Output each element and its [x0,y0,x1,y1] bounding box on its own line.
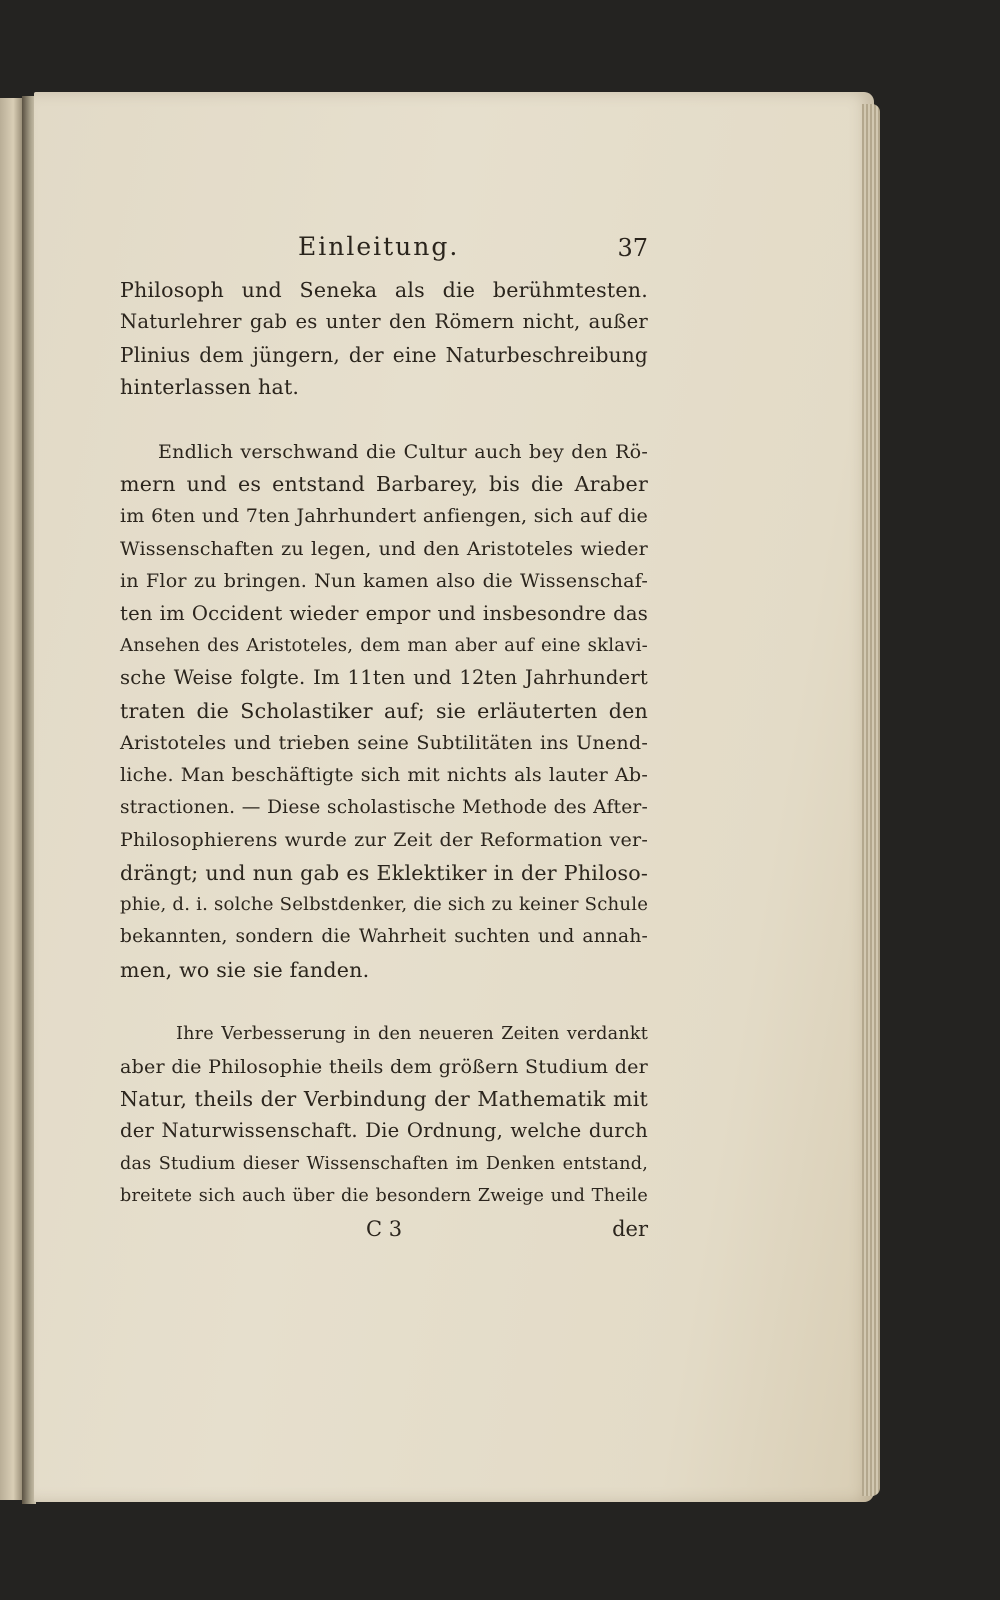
page-text [120,232,648,1251]
text-line: Naturlehrer gab es unter den Römern nicht, außer [120,310,648,334]
paragraph-gap [120,404,648,436]
text-line: drängt; und nun gab es Eklektiker in der Philoso- [120,860,648,885]
catchword: der [612,1216,648,1241]
text-line: Ansehen des Aristoteles, dem man aber auf eine sklavi- [120,634,648,656]
text-line: hinterlassen hat. [120,375,300,400]
text-line: Aristoteles und trieben seine Subtilitäten ins Unend- [120,731,648,755]
text-line: traten die Scholastiker auf; sie erläuterten den [120,698,648,723]
page-number: 37 [617,234,648,262]
text-line: stractionen. — Diese scholastische Methode des After- [120,796,648,818]
text-line: Endlich verschwand die Cultur auch bey den Rö- [158,439,648,463]
text-line: in Flor zu bringen. Nun kamen also die Wissenschaf- [120,569,648,593]
signature-mark: C 3 [366,1216,403,1241]
text-line: Wissenschaften zu legen, und den Aristoteles wieder [120,536,648,560]
text-line: im 6ten und 7ten Jahrhundert anfiengen, sich auf die [120,504,648,528]
text-line: Philosophierens wurde zur Zeit der Reformation ver- [120,828,648,852]
paragraph-2 [120,436,648,987]
text-line: Philosoph und Seneka als die berühmtesten. [120,278,648,302]
text-line: ten im Occident wieder empor und insbesondre das [120,601,648,625]
text-line: das Studium dieser Wissenschaften im Denken entstand, [120,1153,648,1174]
paragraph-gap [120,986,648,1018]
text-line: phie, d. i. solche Selbstdenker, die sich zu keiner Schule [120,894,649,916]
text-line: Plinius dem jüngern, der eine Naturbeschreibung [120,342,648,367]
text-line: sche Weise folgte. Im 11ten und 12ten Jahrhundert [120,666,648,690]
text-line: mern und es entstand Barbarey, bis die Araber [120,471,648,496]
paragraph-1 [120,274,648,404]
text-line: aber die Philosophie theils dem größern Studium der [120,1054,648,1078]
text-line: der Naturwissenschaft. Die Ordnung, welche durch [120,1119,648,1143]
page-fore-edge [862,104,880,1496]
text-line: Natur, theils der Verbindung der Mathematik mit [120,1086,648,1111]
text-line: Ihre Verbesserung in den neueren Zeiten verdankt [176,1024,648,1045]
page-footer [120,1217,648,1251]
facing-page-edge [0,98,24,1500]
running-title: Einleitung. [298,232,460,261]
text-line: breitete sich auch über die besondern Zweige und Theile [120,1186,648,1207]
paragraph-3 [120,1018,648,1212]
text-line: men, wo sie sie fanden. [120,957,370,982]
page-header [120,232,648,274]
text-line: bekannten, sondern die Wahrheit suchten und annah- [120,926,648,948]
text-line: liche. Man beschäftigte sich mit nichts als lauter Ab- [120,763,648,787]
